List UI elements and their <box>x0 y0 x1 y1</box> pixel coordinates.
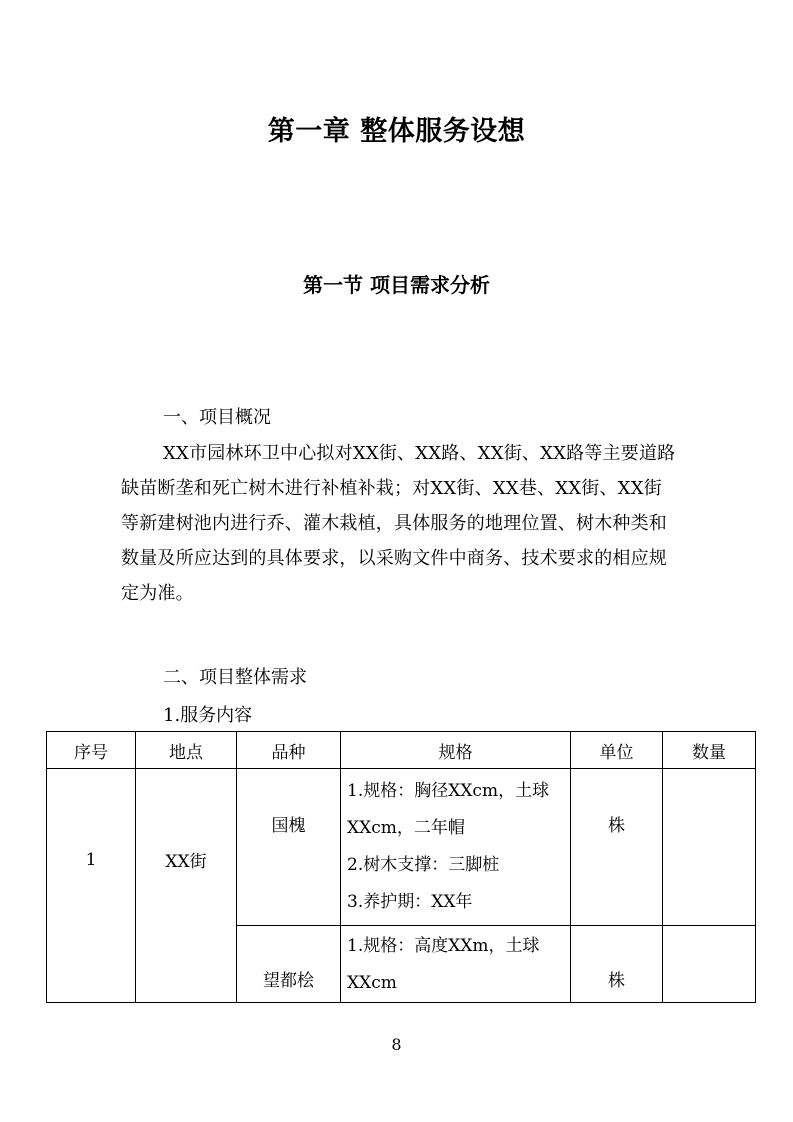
cell-qty <box>663 769 756 926</box>
cell-variety <box>237 769 341 926</box>
header-location: 地点 <box>136 732 237 769</box>
cell-no <box>47 769 136 1003</box>
cell-no-text: 1 <box>85 849 97 870</box>
spec-line: 2.树木支撑：三脚桩 <box>347 855 500 875</box>
cell-location <box>136 769 237 1003</box>
chapter-title: 第一章 整体服务设想 <box>267 116 526 147</box>
table-header-row <box>47 732 756 769</box>
cell-location-text: XX街 <box>165 852 207 872</box>
cell-spec <box>341 769 571 926</box>
table-row <box>47 769 756 926</box>
header-qty: 数量 <box>663 732 756 769</box>
service-content-label: 1.服务内容 <box>163 705 253 726</box>
spec-line: 1.规格：高度XXm，土球XXcm <box>347 936 540 993</box>
cell-unit-text: 株 <box>608 816 625 836</box>
header-no: 序号 <box>47 732 136 769</box>
section-title: 第一节 项目需求分析 <box>303 273 490 297</box>
cell-unit <box>571 926 663 1003</box>
subsection-requirements-heading: 二、项目整体需求 <box>163 667 307 688</box>
header-variety: 品种 <box>237 732 341 769</box>
cell-qty <box>663 926 756 1003</box>
cell-unit-text: 株 <box>608 971 625 991</box>
cell-variety-text: 国槐 <box>271 816 306 836</box>
service-content-table <box>46 731 756 1003</box>
spec-line: 3.养护期：XX年 <box>347 892 473 912</box>
spec-line: 1.规格：胸径XXcm，土球XXcm，二年帽 <box>347 781 550 838</box>
header-unit: 单位 <box>571 732 663 769</box>
subsection-overview-heading: 一、项目概况 <box>163 407 271 428</box>
overview-paragraph: XX市园林环卫中心拟对XX街、XX路、XX街、XX路等主要道路缺苗断垄和死亡树木进行补植补栽；对XX街、XX巷、XX街、XX街等新建树池内进行乔、灌木栽植，具体服务的地理位置、树木种类和数量及所应达到的具体要求，以采购文件中商务、技术要求的相应规定为准。 <box>121 443 676 604</box>
page-number: 8 <box>391 1035 402 1054</box>
cell-variety-text: 望都桧 <box>263 971 314 991</box>
header-spec: 规格 <box>341 732 571 769</box>
cell-spec <box>341 926 571 1003</box>
cell-variety <box>237 926 341 1003</box>
cell-unit <box>571 769 663 926</box>
